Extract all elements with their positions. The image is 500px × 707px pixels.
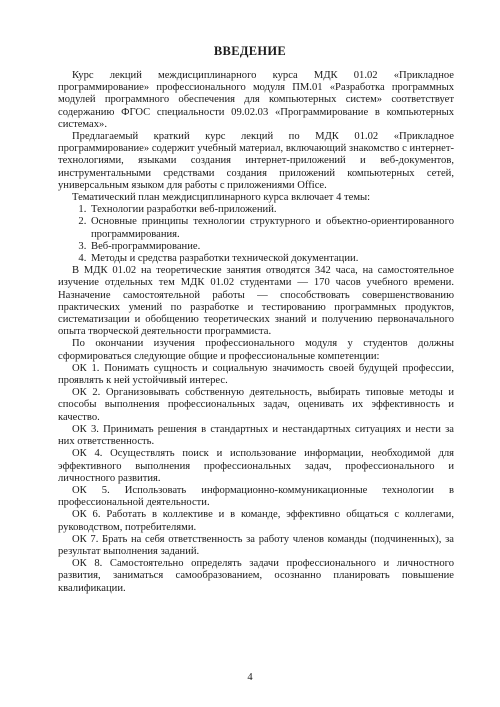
- competency-ok4: ОК 4. Осуществлять поиск и использование информации, необходимой для эффективного выполнения профессиональных задач, профессионального и личностного развития.: [58, 448, 454, 484]
- topic-item: 4. Методы и средства разработки технической документации.: [89, 253, 454, 265]
- competency-ok7: ОК 7. Брать на себя ответственность за работу членов команды (подчиненных), за результат выполнения заданий.: [58, 533, 454, 557]
- body-text: [58, 70, 454, 595]
- topic-item: 1. Технологии разработки веб-приложений.: [89, 204, 454, 216]
- topics-intro-paragraph: Тематический план междисциплинарного курса включает 4 темы:: [72, 192, 371, 204]
- competency-ok8: ОК 8. Самостоятельно определять задачи профессионального и личностного развития, заниматься самообразованием, осознанно планировать повышение квалификации.: [58, 558, 454, 594]
- competency-ok5: ОК 5. Использовать информационно-коммуникационные технологии в профессиональной деятельности.: [58, 484, 454, 509]
- topics-list: [58, 204, 454, 265]
- topic-item: 3. Веб-программирование.: [89, 241, 454, 253]
- page-title: ВВЕДЕНИЕ: [213, 44, 287, 58]
- competency-ok2: ОК 2. Организовывать собственную деятельность, выбирать типовые методы и способы выполнения профессиональных задач, оценивать их эффективность и качество.: [58, 387, 454, 423]
- page-number: 4: [247, 672, 253, 683]
- hours-paragraph: В МДК 01.02 на теоретические занятия отводятся 342 часа, на самостоятельное изучение отдельных тем МДК 01.02 студентами — 170 часов учебного времени. Назначение самостоятельной работы — способствовать совершенствованию практических умений по разработке и тестированию программных продуктов, систематизации и обобщению теоретических знаний и получению первоначального опыта творческой деятельности программиста.: [58, 265, 454, 338]
- topic-item: 2. Основные принципы технологии структурного и объектно-ориентированного программирования.: [89, 216, 454, 240]
- competency-ok1: ОК 1. Понимать сущность и социальную значимость своей будущей профессии, проявлять к ней устойчивый интерес.: [58, 362, 454, 387]
- intro-paragraph: Курс лекций междисциплинарного курса МДК 01.02 «Прикладное программирование» профессионального модуля ПМ.01 «Разработка программных модулей программного обеспечения для компьютерных систем» соответствует содержанию ФГОС специальности 09.02.03 «Программирование в компьютерных системах».: [58, 70, 454, 130]
- competency-ok3: ОК 3. Принимать решения в стандартных и нестандартных ситуациях и нести за них ответственность.: [58, 423, 454, 448]
- course-description-paragraph: Предлагаемый краткий курс лекций по МДК 01.02 «Прикладное программирование» содержит учебный материал, включающий знакомство с интернет-технологиями, языками создания интернет-приложений и веб-документов, инструментальными средствами создания приложений компьютерных сетей, универсальным языком для работы с приложениями Office.: [58, 131, 454, 191]
- competencies-intro-paragraph: По окончании изучения профессионального модуля у студентов должны сформироваться следующие общие и профессиональные компетенции:: [58, 338, 454, 362]
- competency-ok6: ОК 6. Работать в коллективе и в команде, эффективно общаться с коллегами, руководством, потребителями.: [58, 509, 454, 533]
